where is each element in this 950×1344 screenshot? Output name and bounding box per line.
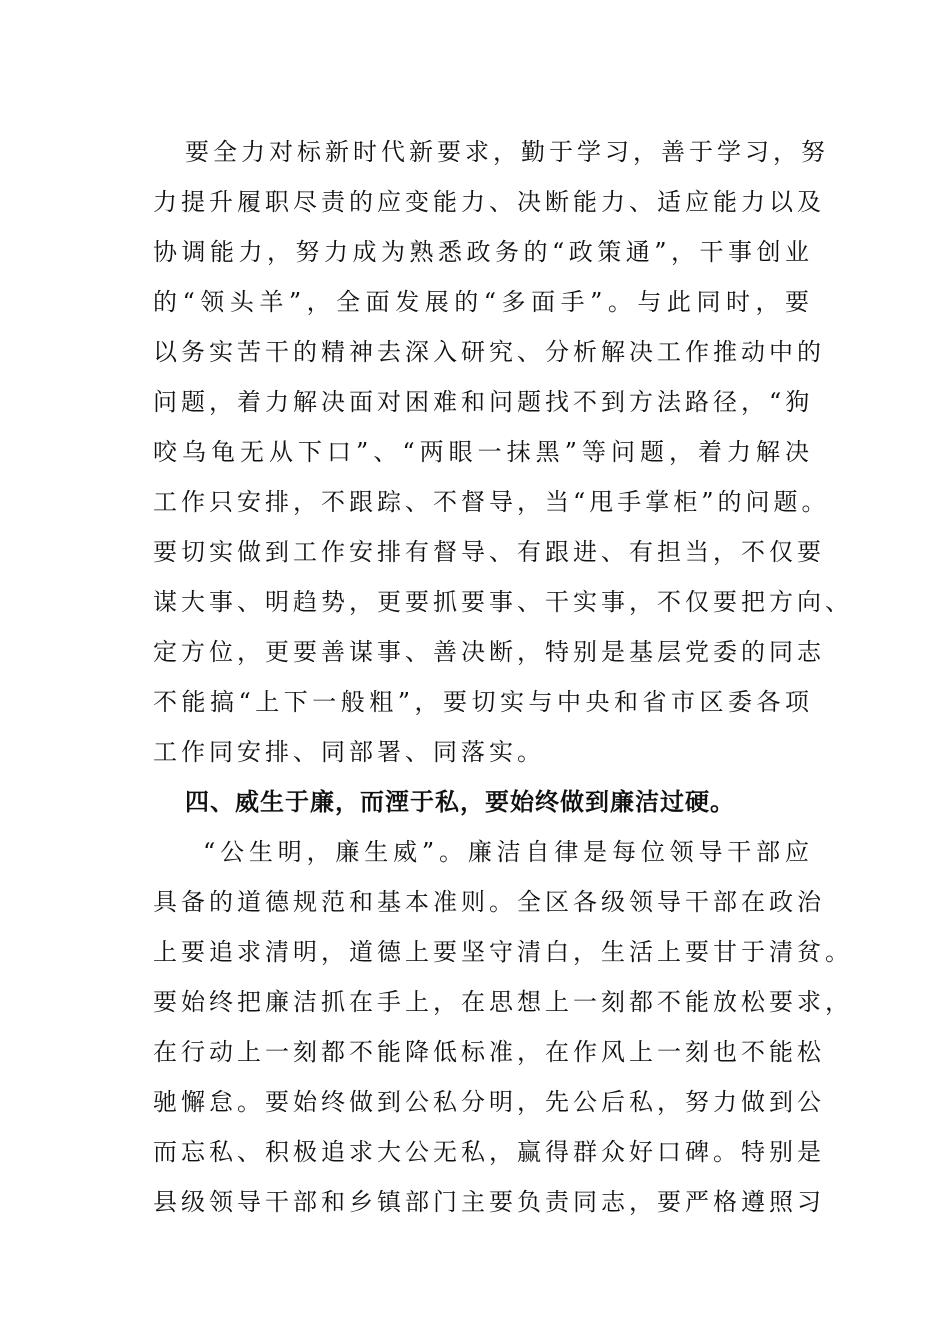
paragraph-1-line: 工作同安排、同部署、同落实。 <box>153 738 545 766</box>
paragraph-2-line: 在行动上一刻都不能降低标准，在作风上一刻也不能松 <box>153 1038 825 1066</box>
paragraph-1-line: 以务实苦干的精神去深入研究、分析解决工作推动中的 <box>153 338 825 366</box>
paragraph-2-line: 而忘私、积极追求大公无私，赢得群众好口碑。特别是 <box>153 1138 825 1166</box>
paragraph-1-line: 不能搞“上下一般粗”，要切实与中央和省市区委各项 <box>153 688 813 716</box>
paragraph-2-line: 驰懈怠。要始终做到公私分明，先公后私，努力做到公 <box>153 1088 825 1116</box>
paragraph-2-line: 县级领导干部和乡镇部门主要负责同志，要严格遵照习 <box>153 1188 825 1216</box>
paragraph-1-line: 谋大事、明趋势，更要抓要事、干实事，不仅要把方向、 <box>153 588 853 616</box>
section-heading: 四、威生于廉，而湮于私，要始终做到廉洁过硬。 <box>185 787 735 816</box>
paragraph-1-line: 的“领头羊”，全面发展的“多面手”。与此同时，要 <box>153 288 813 316</box>
paragraph-2-line: 具备的道德规范和基本准则。全区各级领导干部在政治 <box>153 888 825 916</box>
paragraph-1-line: 问题，着力解决面对困难和问题找不到方法路径，“狗 <box>153 388 814 416</box>
paragraph-1-line: 要全力对标新时代新要求，勤于学习，善于学习，努 <box>185 138 829 166</box>
paragraph-1-line: 定方位，更要善谋事、善决断，特别是基层党委的同志 <box>153 638 825 666</box>
paragraph-1-line: 咬乌龟无从下口”、“两眼一抹黑”等问题，着力解决 <box>153 438 813 466</box>
paragraph-2-line: “公生明，廉生威”。廉洁自律是每位领导干部应 <box>203 838 813 866</box>
paragraph-2-line: 上要追求清明，道德上要坚守清白，生活上要甘于清贫。 <box>153 938 853 966</box>
paragraph-1-line: 要切实做到工作安排有督导、有跟进、有担当，不仅要 <box>153 538 825 566</box>
paragraph-1-line: 协调能力，努力成为熟悉政务的“政策通”，干事创业 <box>153 238 813 266</box>
paragraph-2-line: 要始终把廉洁抓在手上，在思想上一刻都不能放松要求， <box>153 988 853 1016</box>
paragraph-1-line: 工作只安排，不跟踪、不督导，当“甩手掌柜”的问题。 <box>153 488 830 516</box>
paragraph-1-line: 力提升履职尽责的应变能力、决断能力、适应能力以及 <box>153 188 825 216</box>
